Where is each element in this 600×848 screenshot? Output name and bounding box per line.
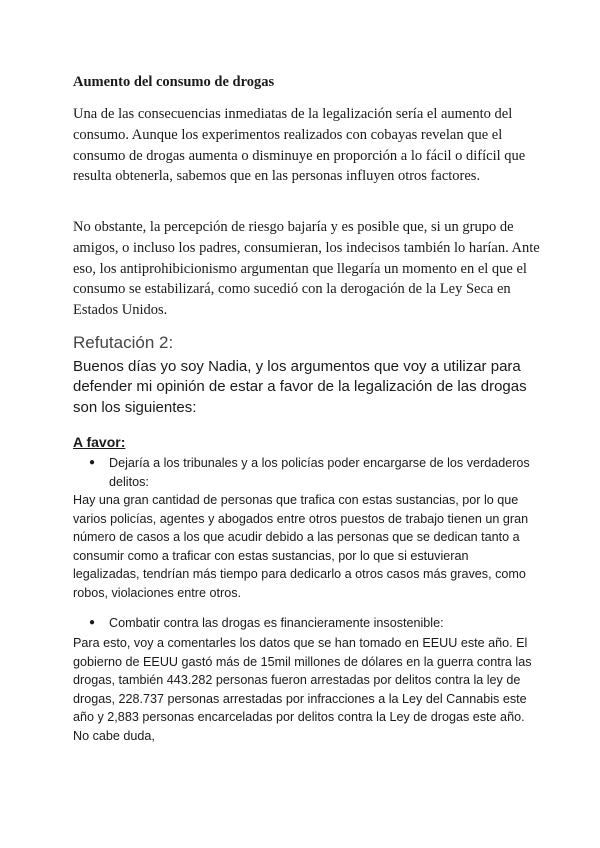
bullet-text: Combatir contra las drogas es financieramente insostenible: (109, 616, 444, 630)
section-paragraph-1: Una de las consecuencias inmediatas de la legalización sería el aumento del consumo. Aunque los experimentos realizados con cobayas revelan que el consumo de drogas aumenta o disminuye en proporción a lo fácil o difícil que resulta obtenerla, sabemos que en las personas influyen otros factores. (73, 106, 526, 185)
bullet-icon: ● (89, 457, 96, 468)
section-title: Aumento del consumo de drogas (73, 74, 275, 90)
bullet-icon: ● (89, 617, 96, 628)
bullet-body-text: Para esto, voy a comentarles los datos que se han tomado en EEUU este año. El gobierno de EEUU gastó más de 15mil millones de dólares en la guerra contra las drogas, también 443.282 personas fueron arrestadas por delitos contra la ley de drogas, 228.737 personas arrestadas por infracciones a la Ley del Cannabis este año y 2,883 personas encarceladas por delitos contra la Ley de drogas este año. No cabe duda, (73, 636, 532, 743)
bullet-body-text: Hay una gran cantidad de personas que trafica con estas sustancias, por lo que varios policías, agentes y abogados entre otros puestos de trabajo tienen un gran número de casos a los que acudir debido a las personas que se dedican tanto a consumir como a traficar con estas sustancias, por lo que si estuvieran legalizadas, tendrían más tiempo para dedicarlo a otros casos más graves, como robos, violaciones entre otros. (73, 493, 529, 600)
bullet-text: Dejaría a los tribunales y a los policías poder encargarse de los verdaderos delitos: (109, 456, 530, 489)
refutacion-title: Refutación 2: (73, 333, 174, 352)
bullet-item (89, 454, 549, 491)
section-paragraph-2: No obstante, la percepción de riesgo bajaría y es posible que, si un grupo de amigos, o incluso los padres, consumieran, los indecisos también lo harían. Ante eso, los antiprohibicionismo argumentan que llegaría un momento en el que el consumo se estabilizará, como sucedió con la derogación de la Ley Seca en Estados Unidos. (73, 219, 540, 319)
bullet-item (89, 614, 549, 633)
favor-heading: A favor: (73, 434, 126, 450)
refutacion-intro: Buenos días yo soy Nadia, y los argumentos que voy a utilizar para defender mi opinión de estar a favor de la legalización de las drogas son los siguientes: (73, 358, 527, 416)
